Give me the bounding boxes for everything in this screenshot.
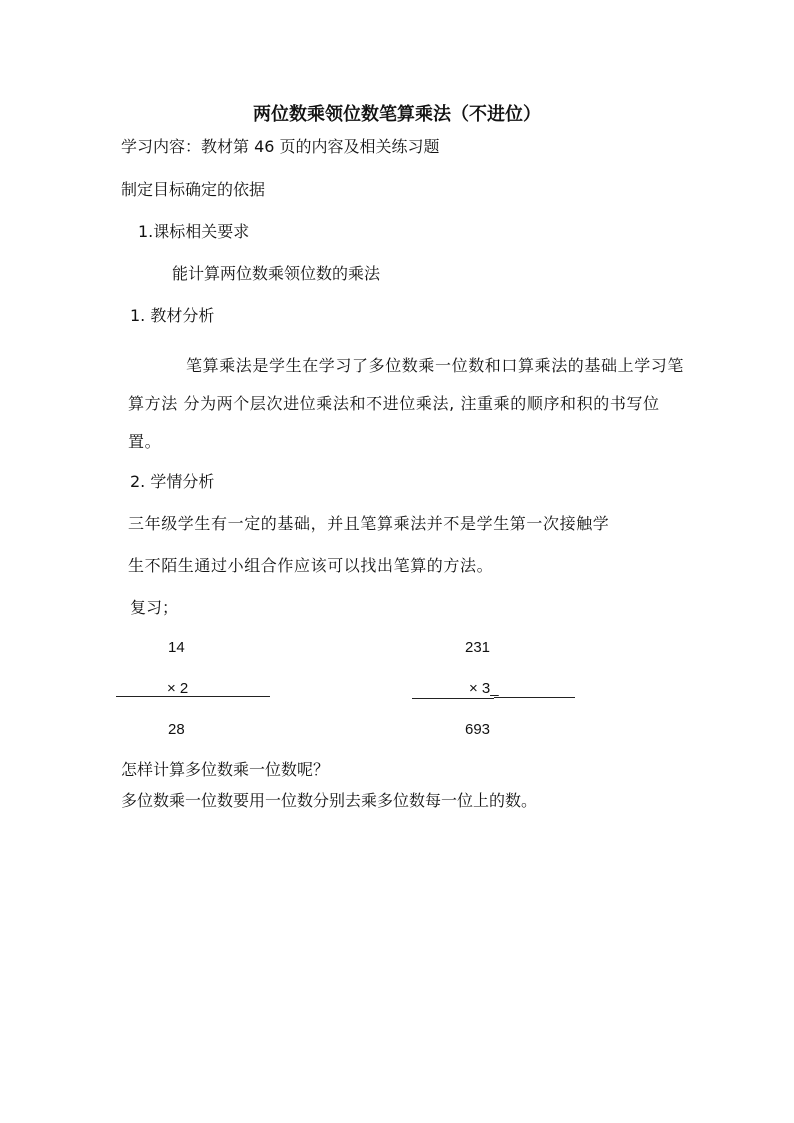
- calc-right-multiplicand: 231: [465, 639, 491, 656]
- section-standard-heading: 1.课标相关要求: [138, 222, 250, 241]
- section-learner-heading: 2. 学情分析: [130, 472, 215, 491]
- standard-text: 能计算两位数乘领位数的乘法: [172, 264, 381, 283]
- calc-right-result: 693: [465, 721, 491, 738]
- learner-analysis-line-1: 三年级学生有一定的基础，并且笔算乘法并不是学生第一次接触学: [128, 514, 610, 533]
- learner-analysis-line-2: 生不陌生通过小组合作应该可以找出笔算的方法。: [128, 556, 494, 575]
- calc-left-result: 28: [168, 721, 185, 738]
- section-textbook-heading: 1. 教材分析: [130, 306, 215, 325]
- question-line: 怎样计算多位数乘一位数呢？: [121, 760, 330, 779]
- calc-left-operator: × 2: [167, 680, 189, 697]
- calc-right-rule-left: [412, 698, 494, 699]
- learning-content-line: 学习内容：教材第 46 页的内容及相关练习题: [121, 137, 440, 156]
- textbook-analysis-paragraph: [128, 347, 688, 461]
- page-title: 两位数乘领位数笔算乘法（不进位）: [253, 104, 541, 125]
- answer-line: 多位数乘一位数要用一位数分别去乘多位数每一位上的数。: [121, 791, 538, 810]
- textbook-analysis-text: 笔算乘法是学生在学习了多位数乘一位数和口算乘法的基础上学习笔算方法 分为两个层次进位乘法和不进位乘法, 注重乘的顺序和积的书写位置。: [128, 356, 685, 451]
- calc-left-rule: [116, 696, 270, 697]
- calc-left-multiplicand: 14: [168, 639, 185, 656]
- calc-right-rule-right: [494, 697, 575, 698]
- calc-right-operator: × 3_: [469, 680, 499, 697]
- review-label: 复习；: [130, 598, 179, 617]
- basis-heading: 制定目标确定的依据: [121, 180, 266, 199]
